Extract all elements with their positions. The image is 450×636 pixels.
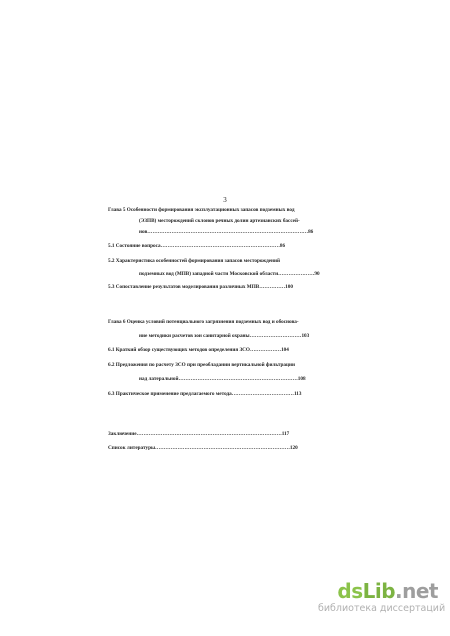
toc-conclusion: Заключение…………………………………………………………………………117 (108, 431, 290, 437)
toc-section-6-3: 6.3 Практическое применение предлагаемого метода………………………………113 (108, 391, 302, 397)
toc-section-5-2-line-2: подземных вод (МПВ) западной части Московской области…………………90 (139, 271, 320, 277)
watermark-brand-ds: ds (337, 579, 363, 603)
watermark-brand-net: .net (395, 579, 438, 603)
toc-section-5-1: 5.1 Состояние вопроса……………………………………………………………86 (108, 243, 286, 249)
page-number: 3 (223, 196, 227, 204)
toc-chapter-5-title-line-2: (ЭЗПВ) месторождений склонов речных долин артезианских бассей- (139, 218, 300, 224)
toc-section-5-3: 5.3 Сопоставление результатов моделирования различных МПВ……………100 (108, 284, 293, 290)
watermark-brand-lib: Lib (362, 579, 396, 603)
watermark (318, 579, 446, 614)
toc-chapter-5-title-line-1: Глава 5 Особенности формирования эксплуатационных запасов подземных вод (108, 207, 295, 213)
toc-section-6-2-line-1: 6.2 Предложения по расчету ЗСО при преобладании вертикальной фильтрации (108, 362, 295, 368)
toc-section-6-1: 6.1 Краткий обзор существующих методов определения ЗСО………………104 (108, 347, 289, 353)
toc-references: Список литературы……………………………………………………………………120 (108, 445, 298, 451)
toc-chapter-6-title-line-2: ние методики расчетов зон санитарной охраны…………………………103 (139, 333, 310, 339)
watermark-subtitle: библиотека диссертаций (318, 603, 446, 614)
toc-chapter-6-title-line-1: Глава 6 Оценка условий потенциального загрязнения подземных вод и обоснова- (108, 319, 299, 325)
watermark-logo (318, 581, 438, 601)
toc-section-6-2-line-2: над латеральной……………………………………………………………108 (139, 376, 306, 382)
toc-section-5-2-line-1: 5.2 Характеристика особенностей формирования запасов месторождений (108, 258, 280, 264)
toc-chapter-5-title-line-3: нов…………………………………………………………………………………86 (139, 229, 314, 235)
